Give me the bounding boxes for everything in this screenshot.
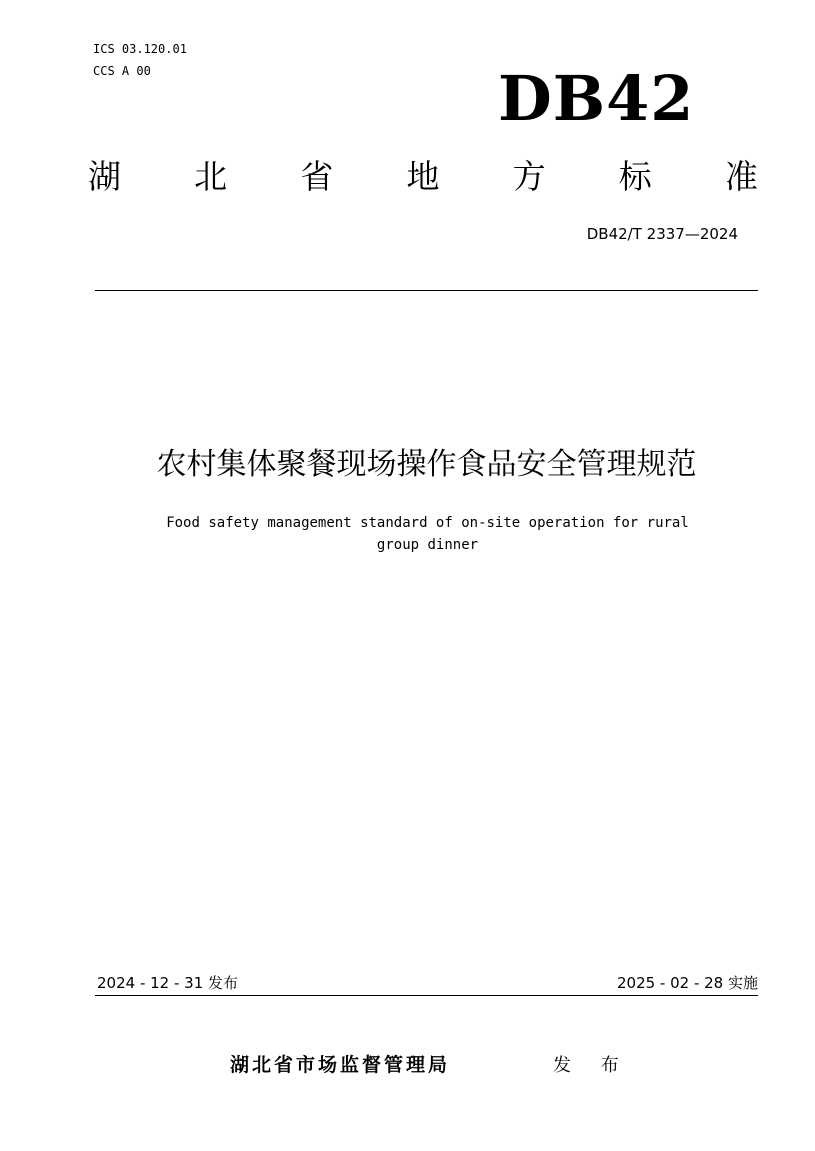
standard-type-char: 准 <box>724 157 758 196</box>
top-divider <box>95 290 758 291</box>
db-logo: DB42 <box>498 62 695 135</box>
ccs-code: CCS A 00 <box>93 64 151 78</box>
standard-type-heading <box>88 155 758 199</box>
issue-date: 2024 - 12 - 31 发布 <box>97 974 239 992</box>
standard-type-char: 方 <box>512 157 546 196</box>
publisher-name: 湖北省市场监督管理局 <box>230 1054 451 1076</box>
implementation-date: 2025 - 02 - 28 实施 <box>616 974 758 992</box>
publish-label: 发 布 <box>553 1055 631 1076</box>
standard-type-char: 地 <box>406 157 440 196</box>
standard-number: DB42/T 2337—2024 <box>586 225 738 243</box>
bottom-divider <box>95 995 758 996</box>
chinese-title: 农村集体聚餐现场操作食品安全管理规范 <box>156 447 697 482</box>
ics-code: ICS 03.120.01 <box>93 42 187 56</box>
standard-type-char: 北 <box>194 157 228 196</box>
standard-type-char: 湖 <box>88 157 121 196</box>
standard-type-char: 标 <box>618 157 652 196</box>
standard-type-char: 省 <box>300 157 334 196</box>
english-title: Food safety management standard of on-site operation for rural group dinner <box>166 515 689 553</box>
